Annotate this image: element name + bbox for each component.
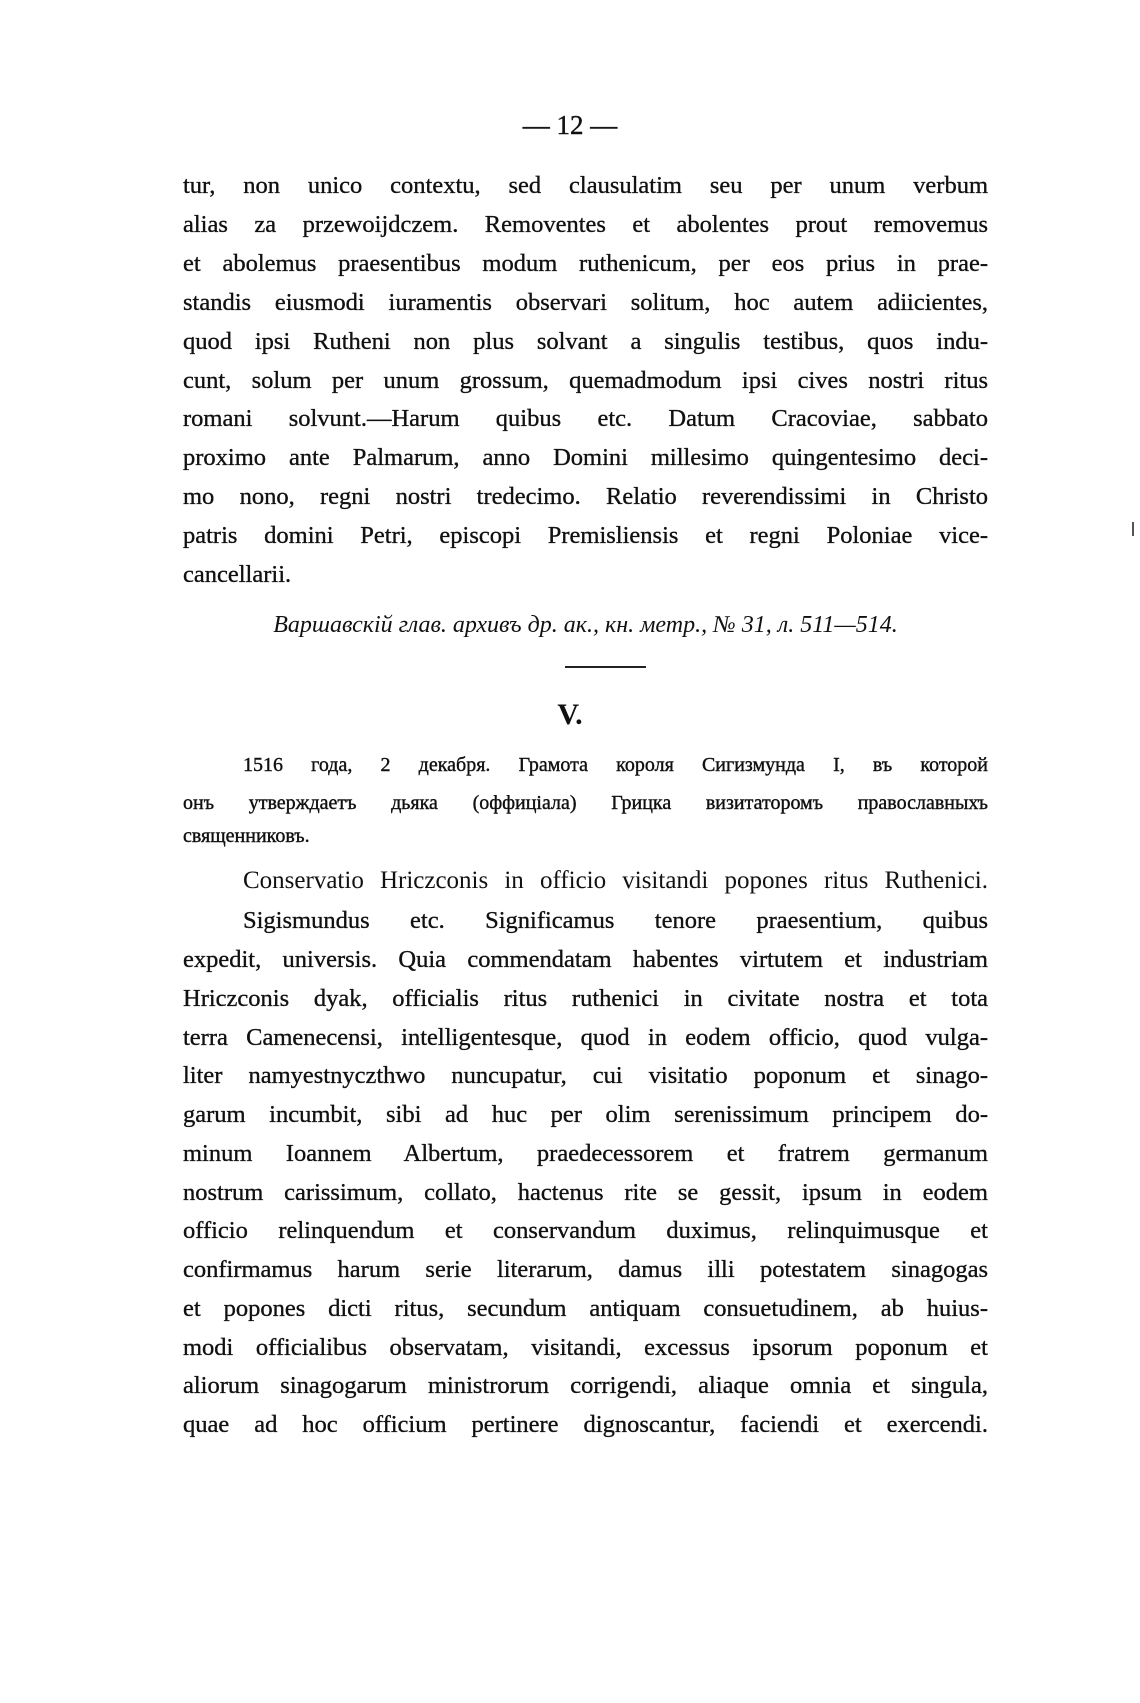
text-line: officio relinquendum et conservandum duximus, relinquimusque et	[183, 1217, 988, 1244]
text-line: alias za przewoijdczem. Removentes et abolentes prout removemus	[183, 211, 988, 238]
section-number: V.	[557, 698, 583, 731]
summary-line: онъ утверждаетъ дьяка (оффиціала) Грицка визитаторомъ православныхъ	[183, 792, 988, 814]
archive-citation: Варшавскій глав. архивъ др. ак., кн. метр., № 31, л. 511—514.	[273, 612, 898, 638]
text-line: Hriczconis dyak, officialis ritus ruthenici in civitate nostra et tota	[183, 985, 988, 1012]
text-line: nostrum carissimum, collato, hactenus rite se gessit, ipsum in eodem	[183, 1179, 988, 1206]
text-line: terra Camenecensi, intelligentesque, quod in eodem officio, quod vulga-	[183, 1024, 988, 1051]
text-line: patris domini Petri, episcopi Premisliensis et regni Poloniae vice-	[183, 522, 988, 549]
document-title: Conservatio Hriczconis in officio visitandi popones ritus Ruthenici.	[243, 867, 988, 894]
section-divider	[565, 666, 646, 668]
text-line: garum incumbit, sibi ad huc per olim serenissimum principem do-	[183, 1101, 988, 1128]
text-line: quod ipsi Rutheni non plus solvant a singulis testibus, quos indu-	[183, 328, 988, 355]
text-line: expedit, universis. Quia commendatam habentes virtutem et industriam	[183, 946, 988, 973]
scan-artifact	[1132, 522, 1134, 536]
text-line: minum Ioannem Albertum, praedecessorem et fratrem germanum	[183, 1140, 988, 1167]
text-line: proximo ante Palmarum, anno Domini millesimo quingentesimo deci-	[183, 444, 988, 471]
text-line: cancellarii.	[183, 561, 292, 588]
text-line: romani solvunt.—Harum quibus etc. Datum Cracoviae, sabbato	[183, 405, 988, 432]
text-line: modi officialibus observatam, visitandi, excessus ipsorum poponum et	[183, 1334, 988, 1361]
text-line: standis eiusmodi iuramentis observari solitum, hoc autem adiicientes,	[183, 289, 988, 316]
text-line: et abolemus praesentibus modum ruthenicum, per eos prius in prae-	[183, 250, 988, 277]
text-line: tur, non unico contextu, sed clausulatim seu per unum verbum	[183, 172, 988, 199]
text-line: aliorum sinagogarum ministrorum corrigendi, aliaque omnia et singula,	[183, 1372, 988, 1399]
summary-line: 1516 года, 2 декабря. Грамота короля Сигизмунда I, въ которой	[243, 754, 988, 776]
text-line: liter namyestnyczthwo nuncupatur, cui visitatio poponum et sinago-	[183, 1062, 988, 1089]
summary-line: священниковъ.	[183, 825, 310, 847]
text-line: et popones dicti ritus, secundum antiquam consuetudinem, ab huius-	[183, 1295, 988, 1322]
text-line: Sigismundus etc. Significamus tenore praesentium, quibus	[243, 907, 988, 934]
text-line: quae ad hoc officium pertinere dignoscantur, faciendi et exercendi.	[183, 1411, 988, 1438]
text-line: cunt, solum per unum grossum, quemadmodum ipsi cives nostri ritus	[183, 367, 988, 394]
text-line: mo nono, regni nostri tredecimo. Relatio reverendissimi in Christo	[183, 483, 988, 510]
text-line: confirmamus harum serie literarum, damus illi potestatem sinagogas	[183, 1256, 988, 1283]
page-number: — 12 —	[522, 110, 618, 140]
